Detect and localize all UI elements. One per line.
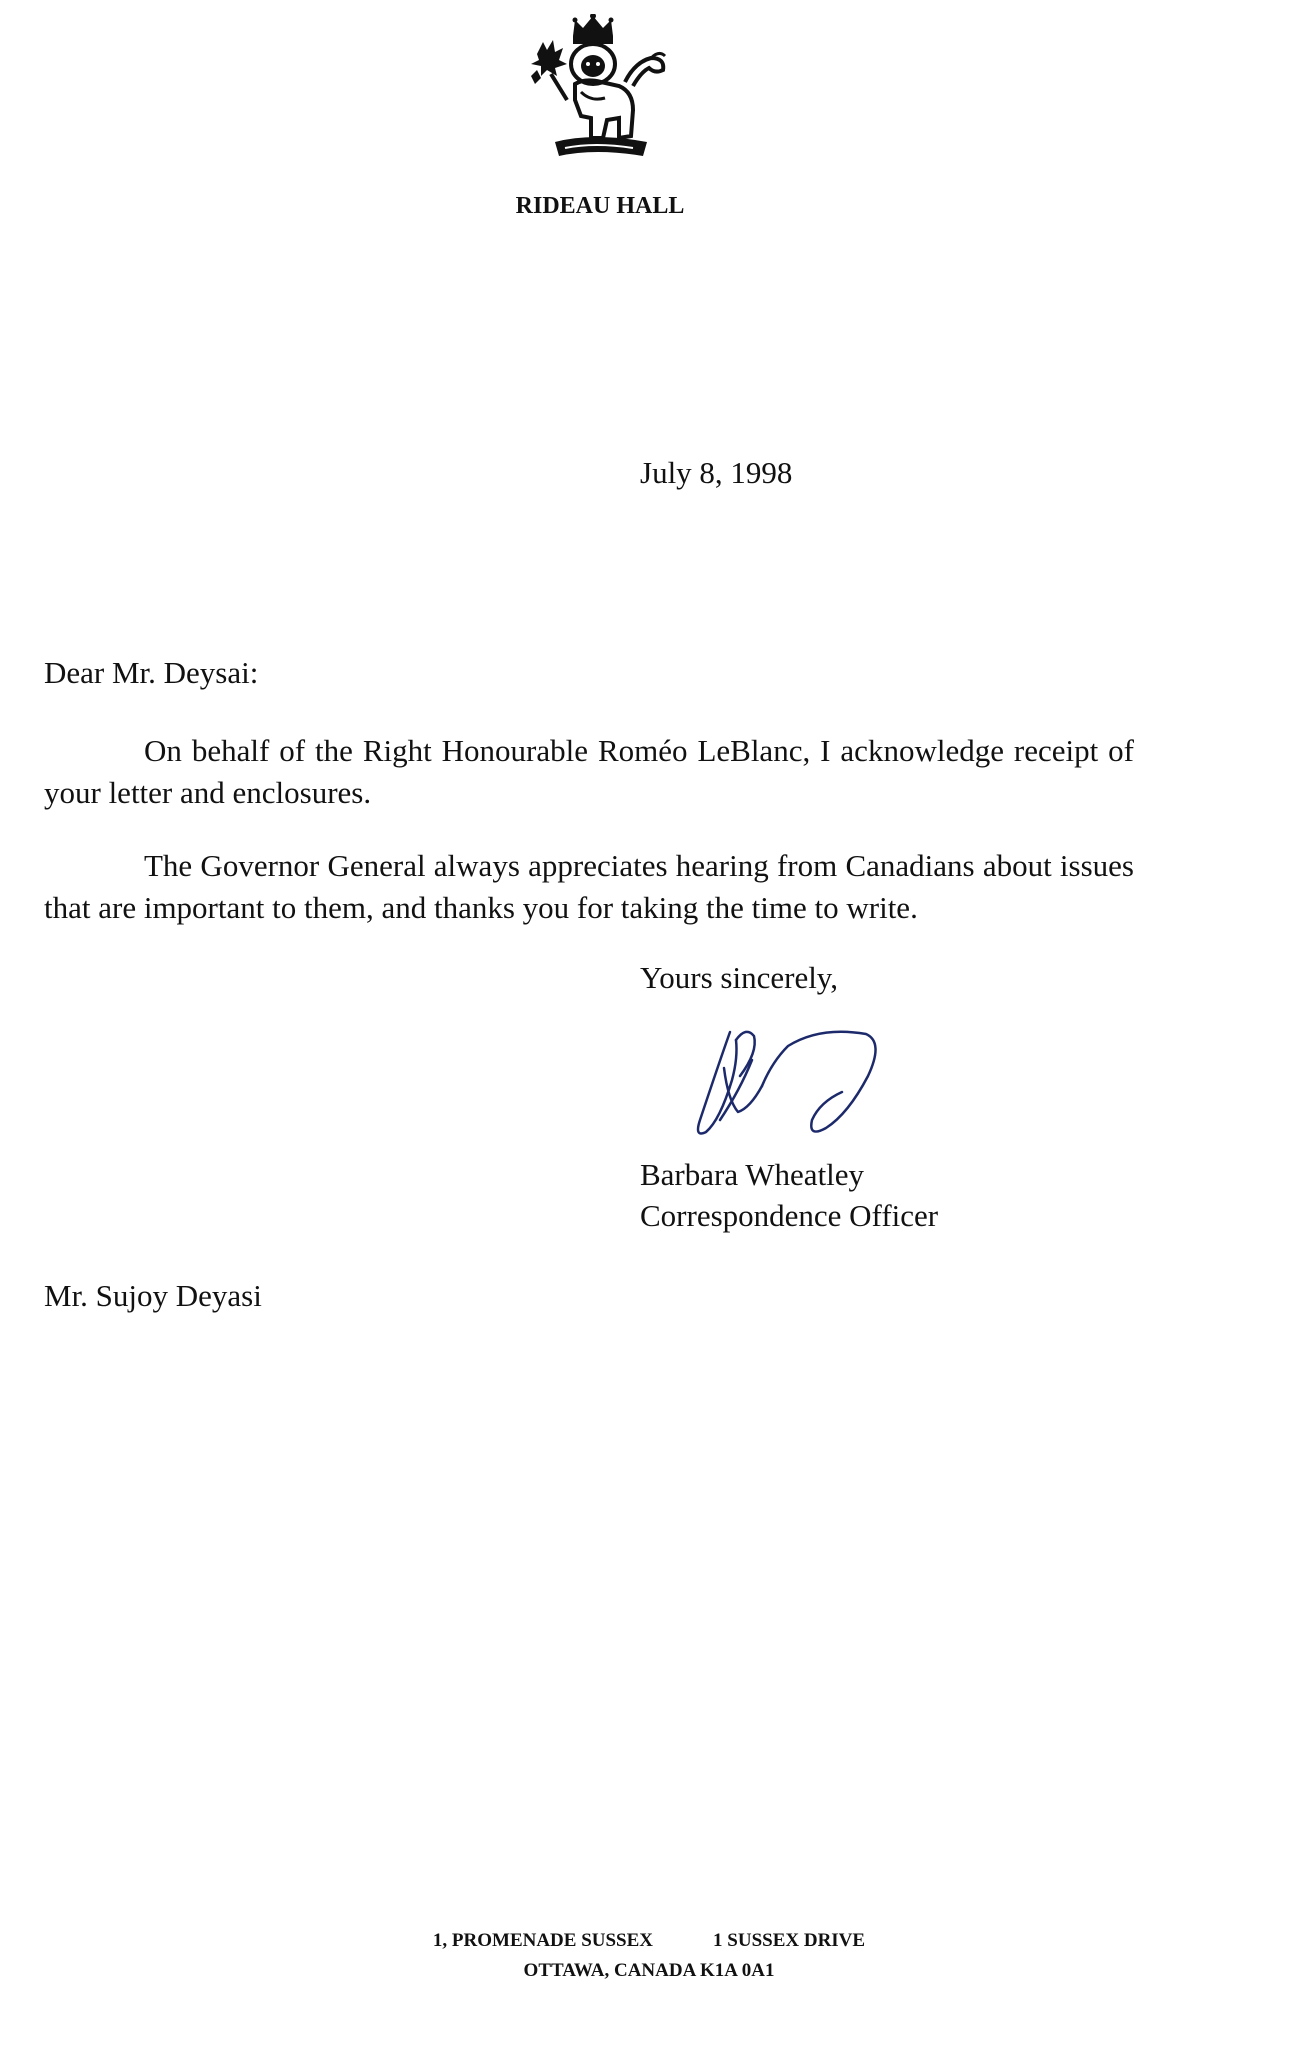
letter-date: July 8, 1998 <box>640 455 793 490</box>
signer-name: Barbara Wheatley <box>640 1157 865 1192</box>
salutation: Dear Mr. Deysai: <box>44 655 259 690</box>
royal-lion-crest-icon <box>515 14 670 174</box>
body-paragraph: On behalf of the Right Honourable Roméo LeBlanc, I acknowledge receipt of your letter and enclosures. <box>44 733 1134 810</box>
footer-address <box>0 1930 1298 1952</box>
body-paragraph: The Governor General always appreciates hearing from Canadians about issues that are important to them, and thanks you for taking the time to write. <box>44 848 1134 925</box>
footer-address-en: 1 SUSSEX DRIVE <box>713 1930 866 1951</box>
closing: Yours sincerely, <box>640 960 839 995</box>
letterhead-name: RIDEAU HALL <box>515 193 685 219</box>
footer-city: OTTAWA, CANADA K1A 0A1 <box>523 1960 775 1981</box>
footer-address-fr: 1, PROMENADE SUSSEX <box>432 1930 654 1951</box>
handwritten-signature-icon <box>680 1020 920 1150</box>
signer-title: Correspondence Officer <box>640 1198 939 1233</box>
recipient-name: Mr. Sujoy Deyasi <box>44 1278 262 1313</box>
